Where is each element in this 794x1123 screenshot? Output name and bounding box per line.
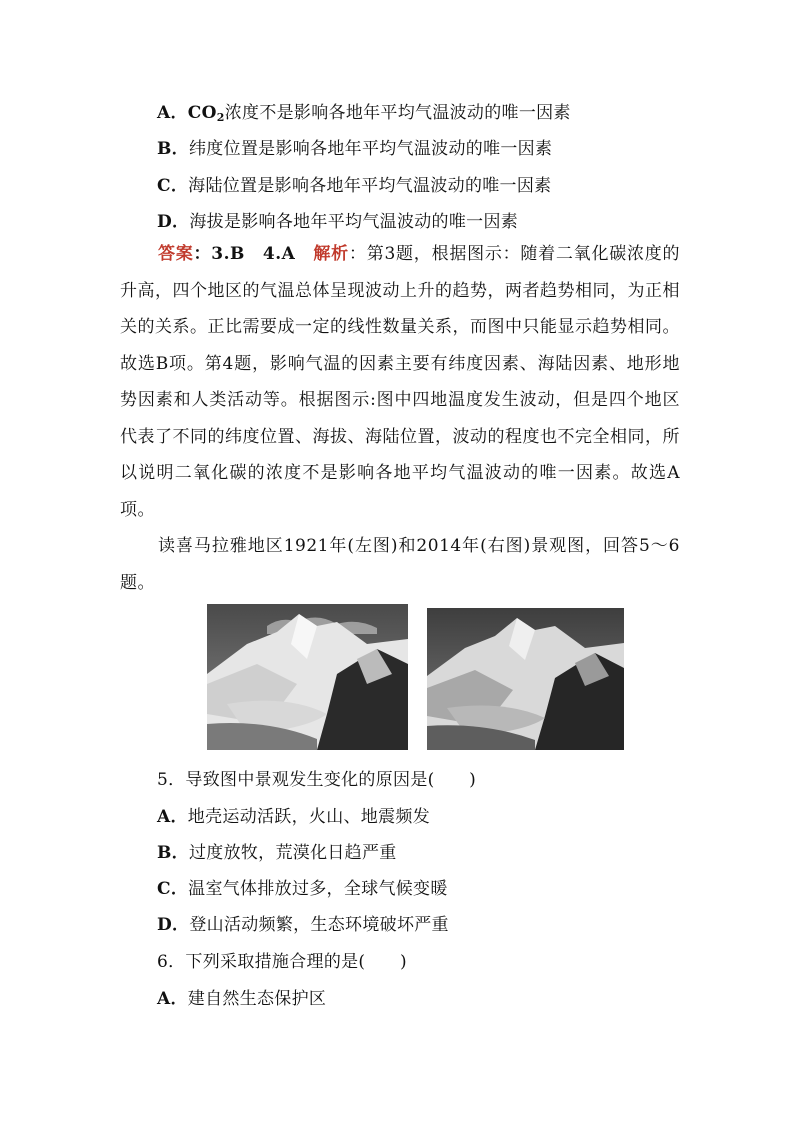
q5-stem xyxy=(157,765,476,790)
q5-option-b xyxy=(157,838,397,863)
q5-option-a xyxy=(157,802,430,827)
intro-text xyxy=(120,528,680,601)
q4-option-b xyxy=(157,134,552,159)
co2-subscript: 2 xyxy=(216,111,225,124)
landscape-photo-2014-image xyxy=(427,608,624,750)
option-letter: D． xyxy=(157,212,190,232)
option-letter: B． xyxy=(157,843,189,863)
q6-stem xyxy=(157,947,407,972)
analysis-text: ：第3题，根据图示：随着二氧化碳浓度的升高，四个地区的气温总体呈现波动上升的趋势，两者趋势相同，为正相关的关系。正比需要成一定的线性数量关系，而图中只能显示趋势相同。故选B项。第4题，影响气温的因素主要有纬度因素、海陆因素、地形地势因素和人类活动等。根据图示:图中四地温度发生波动，但是四个地区代表了不同的纬度位置、海拔、海陆位置，波动的程度也不完全相同，所以说明二氧化碳的浓度不是影响各地平均气温波动的唯一因素。故选A项。 xyxy=(120,244,680,520)
landscape-photo-1921 xyxy=(207,604,408,750)
option-letter: A． xyxy=(157,807,188,827)
option-text: 地壳运动活跃，火山、地震频发 xyxy=(187,807,430,827)
answer-values: ：3.B 4.A xyxy=(193,244,296,264)
landscape-photo-2014 xyxy=(427,608,624,750)
q6-option-a xyxy=(157,984,326,1009)
option-letter: B． xyxy=(157,139,189,159)
option-letter: D． xyxy=(157,915,190,935)
q5-option-d xyxy=(157,910,449,935)
analysis-label: 解析 xyxy=(313,244,349,264)
option-text: 温室气体排放过多，全球气候变暖 xyxy=(188,879,448,899)
intro-sentence: 读喜马拉雅地区1921年(左图)和2014年(右图)景观图，回答5～6题。 xyxy=(120,536,680,593)
option-text: 海陆位置是影响各地年平均气温波动的唯一因素 xyxy=(188,176,552,196)
q4-option-a xyxy=(157,98,571,124)
co2-symbol: CO xyxy=(187,103,217,123)
option-text: 海拔是影响各地年平均气温波动的唯一因素 xyxy=(189,212,519,232)
q4-option-d xyxy=(157,207,518,232)
option-text: 纬度位置是影响各地年平均气温波动的唯一因素 xyxy=(188,139,553,159)
q5-option-c xyxy=(157,874,448,899)
option-text: 登山活动频繁，生态环境破坏严重 xyxy=(189,915,449,935)
q4-option-c xyxy=(157,171,551,196)
landscape-photo-1921-image xyxy=(207,604,408,750)
answer-label: 答案 xyxy=(158,244,194,264)
option-letter: C． xyxy=(157,176,189,196)
option-letter: A． xyxy=(157,989,188,1009)
answer-analysis xyxy=(120,236,680,528)
question-stem: 6．下列采取措施合理的是( ) xyxy=(157,952,407,972)
option-letter: A． xyxy=(157,103,188,123)
option-text: 过度放牧，荒漠化日趋严重 xyxy=(188,843,397,863)
question-stem: 5．导致图中景观发生变化的原因是( ) xyxy=(157,770,477,790)
option-letter: C． xyxy=(157,879,189,899)
option-text: 浓度不是影响各地年平均气温波动的唯一因素 xyxy=(224,103,571,123)
option-text: 建自然生态保护区 xyxy=(187,989,327,1009)
